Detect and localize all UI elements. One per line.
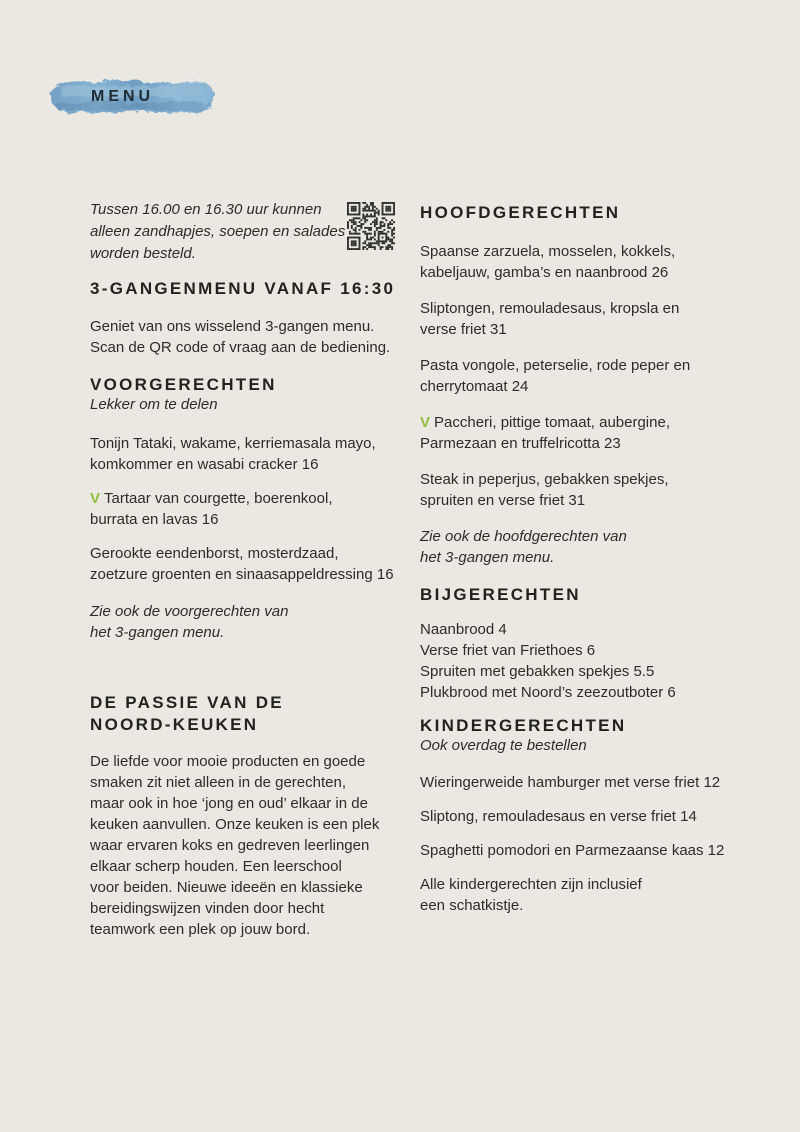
menu-item-line: spruiten en verse friet 31 — [420, 492, 586, 509]
menu-item-line: Wieringerweide hamburger met verse friet 12 — [420, 774, 721, 791]
note-line: het 3-gangen menu. — [420, 549, 555, 566]
see-also-note — [90, 601, 400, 643]
menu-item-line: Gerookte eendenborst, mosterdzaad, — [90, 545, 339, 562]
note-line: Zie ook de hoofdgerechten van — [420, 528, 627, 545]
heading-line: DE PASSIE VAN DE — [90, 693, 284, 712]
menu-item-line: Spruiten met gebakken spekjes 5.5 — [420, 663, 655, 680]
menu-item-line: cherrytomaat 24 — [420, 378, 529, 395]
menu-item — [420, 469, 760, 511]
text-line: maar ook in hoe ‘jong en oud’ elkaar in de — [90, 795, 368, 812]
menu-item-line: Tonijn Tataki, wakame, kerriemasala mayo, — [90, 435, 376, 452]
menu-item-line: burrata en lavas 16 — [90, 511, 219, 528]
section-heading-kindergerechten: KINDERGERECHTEN — [420, 716, 627, 735]
kindergerechten-list — [420, 772, 760, 861]
section-subtitle: Lekker om te delen — [90, 396, 218, 413]
text-line: teamwork een plek op jouw bord. — [90, 921, 311, 938]
section-heading-bijgerechten: BIJGERECHTEN — [420, 585, 581, 604]
text-line: elkaar scherp houden. Een leerschool — [90, 858, 342, 875]
heading-line: NOORD-KEUKEN — [90, 715, 259, 734]
text-line: bereidingswijzen vinden door hecht — [90, 900, 325, 917]
note-line: Zie ook de voorgerechten van — [90, 603, 289, 620]
menu-item-line: komkommer en wasabi cracker 16 — [90, 456, 319, 473]
menu-item-line: Sliptongen, remouladesaus, kropsla en — [420, 300, 680, 317]
text-line: waar ervaren koks en gedreven leerlingen — [90, 837, 370, 854]
menu-item-line: Naanbrood 4 — [420, 621, 507, 638]
gangenmenu-description — [90, 316, 400, 358]
menu-item — [90, 488, 400, 530]
menu-item-line: Spaghetti pomodori en Parmezaanse kaas 12 — [420, 842, 725, 859]
hoofdgerechten-list — [420, 241, 760, 511]
note-line: Tussen 16.00 en 16.30 uur kunnen — [90, 201, 322, 218]
see-also-note — [420, 526, 760, 568]
schatkistje-note — [420, 874, 760, 916]
text-line: smaken zit niet alleen in de gerechten, — [90, 774, 346, 791]
note-line: Alle kindergerechten zijn inclusief — [420, 876, 642, 893]
note-line: alleen zandhapjes, soepen en salades — [90, 223, 346, 240]
section-heading-hoofdgerechten: HOOFDGERECHTEN — [420, 203, 621, 222]
menu-item — [420, 241, 760, 283]
menu-item-line: Pasta vongole, peterselie, rode peper en — [420, 357, 691, 374]
menu-item-line: Sliptong, remouladesaus en verse friet 14 — [420, 808, 697, 825]
page-title: MENU — [91, 88, 155, 105]
text-line: Geniet van ons wisselend 3-gangen menu. — [90, 318, 375, 335]
menu-item-line: Plukbrood met Noord’s zeezoutboter 6 — [420, 684, 676, 701]
menu-item-line: Parmezaan en truffelricotta 23 — [420, 435, 621, 452]
menu-item-line: zoetzure groenten en sinaasappeldressing 16 — [90, 566, 394, 583]
menu-item-line: Spaanse zarzuela, mosselen, kokkels, — [420, 243, 676, 260]
right-column — [420, 199, 760, 916]
section-heading-gangenmenu: 3-GANGENMENU VANAF 16:30 — [90, 279, 396, 298]
left-column — [90, 199, 400, 940]
text-line: Scan de QR code of vraag aan de bediening. — [90, 339, 391, 356]
section-heading-voorgerechten: VOORGERECHTEN — [90, 375, 277, 394]
vegetarian-icon: V — [90, 490, 101, 507]
section-heading-passie — [90, 692, 400, 736]
menu-item-line: kabeljauw, gamba’s en naanbrood 26 — [420, 264, 669, 281]
menu-item — [420, 412, 760, 454]
text-line: voor beiden. Nieuwe ideeën en klassieke — [90, 879, 363, 896]
voorgerechten-list — [90, 433, 400, 585]
note-line: worden besteld. — [90, 245, 196, 262]
text-line: keuken aanvullen. Onze keuken is een plek — [90, 816, 380, 833]
menu-item-line: Verse friet van Friethoes 6 — [420, 642, 596, 659]
note-line: een schatkistje. — [420, 897, 524, 914]
menu-item — [90, 433, 400, 475]
menu-item-text: Tartaar van courgette, boerenkool, — [104, 490, 333, 507]
menu-item — [420, 355, 760, 397]
vegetarian-icon: V — [420, 414, 431, 431]
menu-item — [90, 543, 400, 585]
passie-paragraph — [90, 751, 400, 940]
opening-hours-note — [90, 199, 400, 265]
section-subtitle: Ook overdag te bestellen — [420, 737, 587, 754]
menu-item — [420, 298, 760, 340]
text-line: De liefde voor mooie producten en goede — [90, 753, 366, 770]
bijgerechten-list — [420, 619, 760, 703]
menu-item-line — [90, 488, 400, 509]
menu-item-text: Paccheri, pittige tomaat, aubergine, — [434, 414, 670, 431]
menu-item-line — [420, 412, 760, 433]
note-line: het 3-gangen menu. — [90, 624, 225, 641]
menu-title-banner — [44, 71, 224, 123]
menu-item-line: Steak in peperjus, gebakken spekjes, — [420, 471, 669, 488]
menu-item-line: verse friet 31 — [420, 321, 507, 338]
